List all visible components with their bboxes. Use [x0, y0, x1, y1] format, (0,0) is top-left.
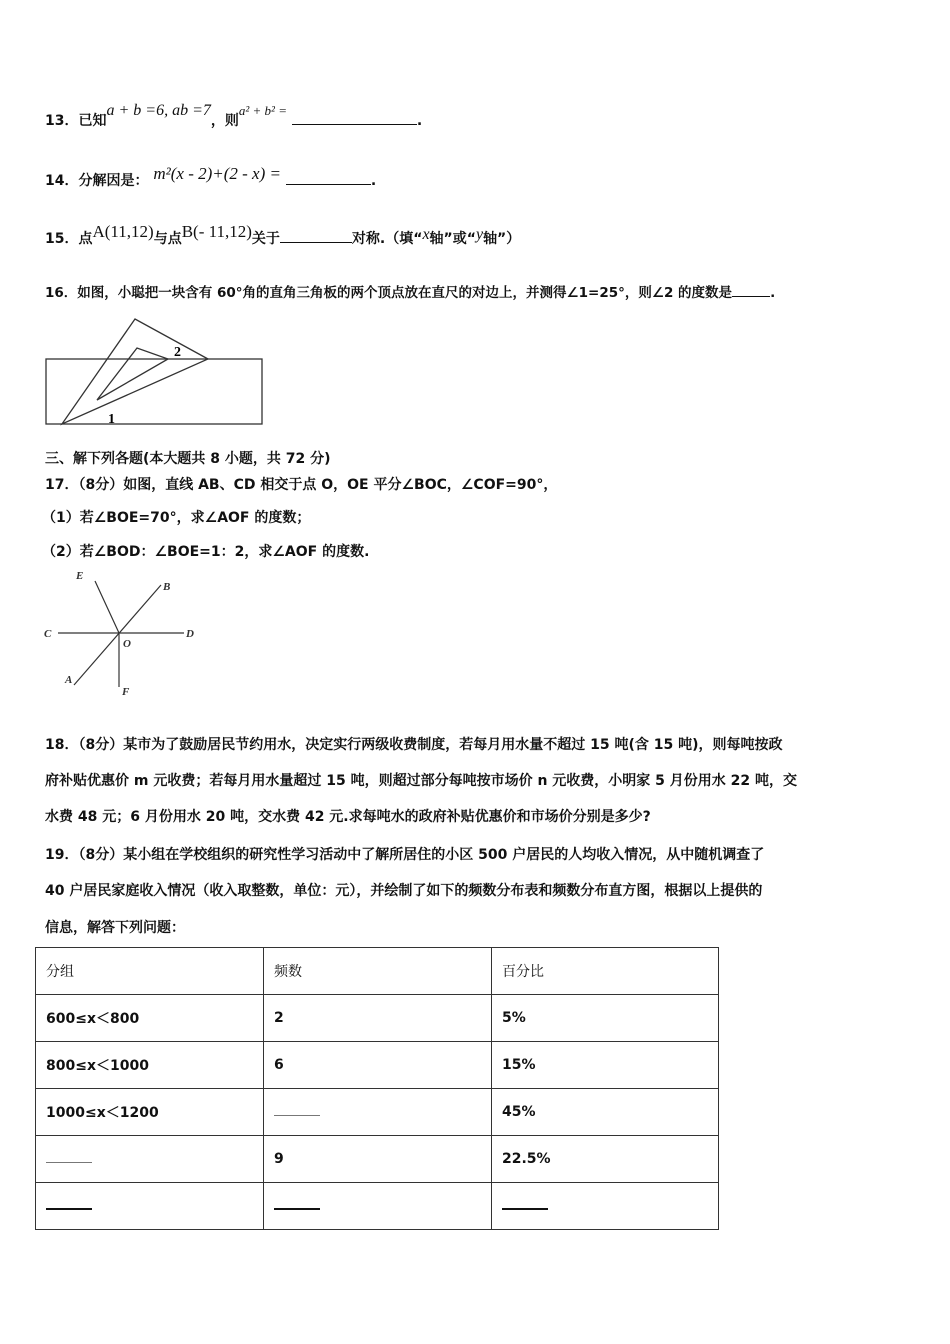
math-var: x	[422, 226, 430, 243]
question-15	[45, 222, 521, 248]
q-text: 关于	[251, 231, 280, 247]
cell: 800≤x＜1000	[36, 1042, 264, 1089]
header-cell: 百分比	[492, 948, 719, 995]
label-D: D	[186, 628, 194, 640]
table-row	[36, 1089, 719, 1136]
q-num: 13．	[45, 113, 79, 129]
label-O: O	[123, 638, 131, 650]
answer-blank[interactable]	[502, 1208, 548, 1210]
answer-blank[interactable]	[274, 1208, 320, 1210]
q-text: 轴”或“	[429, 231, 476, 247]
cell: 2	[264, 995, 492, 1042]
label-A: A	[65, 674, 73, 686]
table-row	[36, 995, 719, 1042]
q-text: 轴”）	[483, 231, 521, 247]
ruler-triangle-figure	[40, 315, 270, 430]
answer-blank[interactable]	[732, 296, 770, 297]
q-text: ，则	[210, 113, 239, 129]
label-E: E	[76, 570, 84, 582]
answer-blank[interactable]	[274, 1115, 320, 1116]
ruler	[46, 359, 262, 424]
label-F: F	[122, 686, 130, 698]
question-19-line: 19．（8分）某小组在学校组织的研究性学习活动中了解所居住的小区 500 户居民的人均收入情况，从中随机调查了	[45, 847, 765, 863]
table-header	[36, 948, 719, 995]
cell: 22.5%	[492, 1136, 719, 1183]
cell	[264, 1089, 492, 1136]
angle-label-1: 1	[108, 412, 115, 427]
cell	[492, 1183, 719, 1230]
question-14	[45, 164, 377, 190]
table-row	[36, 1183, 719, 1230]
question-17: 17．（8分）如图，直线 AB、CD 相交于点 O，OE 平分∠BOC，∠COF=90°，	[45, 477, 558, 493]
q-text: 16．如图，小聪把一块含有 60°角的直角三角板的两个顶点放在直尺的对边上，并测得∠1=25°，则∠2 的度数是	[45, 285, 733, 301]
question-13	[45, 102, 423, 130]
cell	[264, 1183, 492, 1230]
q-text: 分解因是：	[78, 173, 149, 189]
cell: 15%	[492, 1042, 719, 1089]
table-row	[36, 1042, 719, 1089]
cell: 1000≤x＜1200	[36, 1089, 264, 1136]
math-expr: B(- 11,12)	[181, 222, 252, 241]
q-text: 点	[78, 231, 93, 247]
cell: 45%	[492, 1089, 719, 1136]
cell: 5%	[492, 995, 719, 1042]
header-cell: 分组	[36, 948, 264, 995]
math-expr: a² + b² =	[238, 103, 287, 118]
answer-blank[interactable]	[280, 242, 352, 243]
q-text: .	[416, 113, 423, 129]
answer-blank[interactable]	[286, 184, 371, 185]
question-16	[45, 281, 775, 301]
question-18-line: 18．（8分）某市为了鼓励居民节约用水，决定实行两级收费制度，若每月用水量不超过 15 吨(含 15 吨)，则每吨按政	[45, 737, 783, 753]
q-text: 已知	[78, 113, 107, 129]
math-expr: a + b =6, ab =7	[106, 102, 211, 119]
math-expr: A(11,12)	[92, 222, 154, 241]
triangle-outer	[62, 319, 208, 424]
label-B: B	[163, 581, 171, 593]
label-C: C	[44, 628, 52, 640]
cell	[36, 1136, 264, 1183]
q-num: 15．	[45, 231, 79, 247]
question-18-line: 府补贴优惠价 m 元收费；若每月用水量超过 15 吨，则超过部分每吨按市场价 n 元收费，小明家 5 月份用水 22 吨，交	[45, 773, 797, 789]
math-expr: m²(x - 2)+(2 - x) =	[153, 164, 281, 183]
answer-blank[interactable]	[46, 1162, 92, 1163]
question-18-line: 水费 48 元；6 月份用水 20 吨，交水费 42 元.求每吨水的政府补贴优惠价和市场价分别是多少?	[45, 809, 651, 825]
table-row	[36, 1136, 719, 1183]
q-text: 与点	[153, 231, 182, 247]
q-text: .	[370, 173, 377, 189]
cell: 9	[264, 1136, 492, 1183]
cell: 6	[264, 1042, 492, 1089]
angle-label-2: 2	[174, 345, 181, 360]
intersecting-lines-figure	[38, 565, 203, 700]
q-num: 14．	[45, 173, 79, 189]
math-var: y	[475, 226, 484, 243]
answer-blank[interactable]	[292, 124, 417, 125]
section-heading: 三、解下列各题(本大题共 8 小题，共 72 分)	[45, 451, 331, 467]
q-text: .	[770, 285, 776, 301]
q-text: 对称.（填“	[351, 231, 423, 247]
question-19-line: 40 户居民家庭收入情况（收入取整数，单位：元），并绘制了如下的频数分布表和频数分布直方图，根据以上提供的	[45, 883, 763, 899]
question-17-part2: （2）若∠BOD：∠BOE=1：2，求∠AOF 的度数.	[42, 544, 370, 560]
cell	[36, 1183, 264, 1230]
answer-blank[interactable]	[46, 1208, 92, 1210]
frequency-table	[35, 947, 719, 1230]
cell: 600≤x＜800	[36, 995, 264, 1042]
question-17-part1: （1）若∠BOE=70°，求∠AOF 的度数；	[42, 510, 311, 526]
question-19-line: 信息，解答下列问题：	[45, 920, 185, 936]
header-cell: 频数	[264, 948, 492, 995]
